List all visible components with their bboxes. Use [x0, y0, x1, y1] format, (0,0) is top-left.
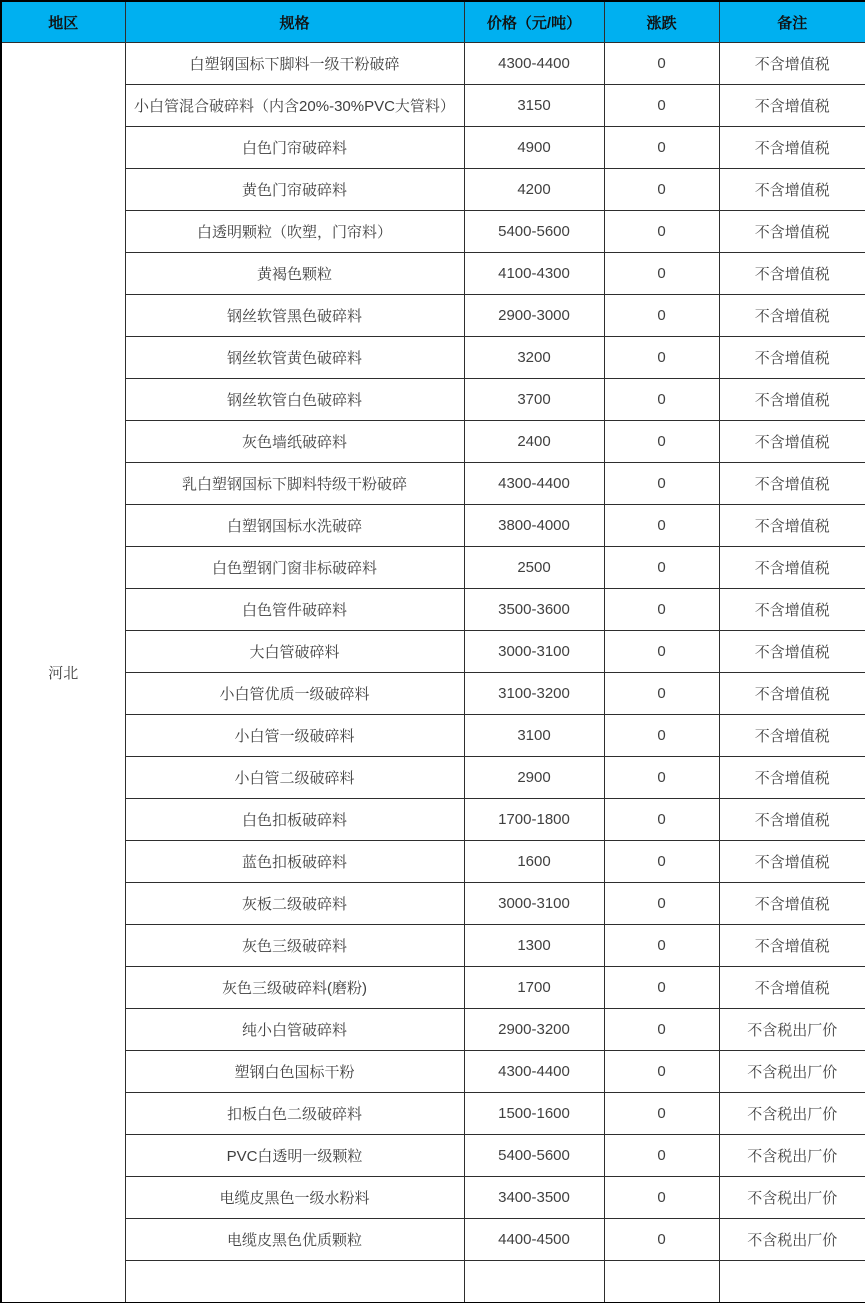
cell-spec: PVC白透明一级颗粒	[125, 1135, 464, 1177]
cell-price: 4300-4400	[464, 1051, 604, 1093]
table-row	[1, 43, 865, 85]
cell-price: 4400-4500	[464, 1219, 604, 1261]
cell-spec: 白色塑钢门窗非标破碎料	[125, 547, 464, 589]
cell-change: 0	[604, 841, 719, 883]
cell-price: 2900-3200	[464, 1009, 604, 1051]
cell-spec: 钢丝软管黑色破碎料	[125, 295, 464, 337]
cell-price: 5400-5600	[464, 211, 604, 253]
cell-note: 不含增值税	[719, 841, 865, 883]
cell-note: 不含增值税	[719, 631, 865, 673]
table-row	[1, 673, 865, 715]
column-header-note: 备注	[719, 1, 865, 43]
cell-spec: 蓝色扣板破碎料	[125, 841, 464, 883]
cell-spec: 灰色三级破碎料(磨粉)	[125, 967, 464, 1009]
table-row	[1, 379, 865, 421]
cell-change: 0	[604, 547, 719, 589]
cell-note: 不含增值税	[719, 337, 865, 379]
cell-note: 不含增值税	[719, 85, 865, 127]
column-header-price: 价格（元/吨）	[464, 1, 604, 43]
column-header-spec: 规格	[125, 1, 464, 43]
cell-note: 不含增值税	[719, 673, 865, 715]
cell-change: 0	[604, 421, 719, 463]
cell-price: 3100	[464, 715, 604, 757]
table-row	[1, 1219, 865, 1261]
cell-note: 不含增值税	[719, 883, 865, 925]
cell-spec: 乳白塑钢国标下脚料特级干粉破碎	[125, 463, 464, 505]
cell-change: 0	[604, 505, 719, 547]
table-row	[1, 799, 865, 841]
cell-price: 4100-4300	[464, 253, 604, 295]
cell-price: 3000-3100	[464, 631, 604, 673]
cell-spec: 小白管二级破碎料	[125, 757, 464, 799]
cell-price: 2500	[464, 547, 604, 589]
cell-change: 0	[604, 883, 719, 925]
cell-note: 不含增值税	[719, 295, 865, 337]
table-row	[1, 547, 865, 589]
cell-price: 2400	[464, 421, 604, 463]
cell-note: 不含增值税	[719, 463, 865, 505]
cell-change: 0	[604, 673, 719, 715]
table-row	[1, 169, 865, 211]
cell-change: 0	[604, 1009, 719, 1051]
cell-price: 2900-3000	[464, 295, 604, 337]
cell-spec: 小白管混合破碎料（内含20%-30%PVC大管料）	[125, 85, 464, 127]
cell-change: 0	[604, 85, 719, 127]
cell-price: 4300-4400	[464, 463, 604, 505]
cell-spec: 小白管优质一级破碎料	[125, 673, 464, 715]
cell-change: 0	[604, 1093, 719, 1135]
table-row	[1, 1009, 865, 1051]
cell-change: 0	[604, 631, 719, 673]
cell-spec: 钢丝软管黄色破碎料	[125, 337, 464, 379]
cell-note: 不含税出厂价	[719, 1135, 865, 1177]
cell-change: 0	[604, 925, 719, 967]
cell-change: 0	[604, 463, 719, 505]
cell-price: 3200	[464, 337, 604, 379]
cell-change: 0	[604, 1051, 719, 1093]
cell-price: 3400-3500	[464, 1177, 604, 1219]
cell-note: 不含税出厂价	[719, 1051, 865, 1093]
table-row	[1, 883, 865, 925]
table-row	[1, 85, 865, 127]
table-row	[1, 1261, 865, 1303]
cell-spec: 白色扣板破碎料	[125, 799, 464, 841]
cell-note	[719, 1261, 865, 1303]
cell-spec: 灰色三级破碎料	[125, 925, 464, 967]
cell-change: 0	[604, 169, 719, 211]
cell-spec: 塑钢白色国标干粉	[125, 1051, 464, 1093]
table-row	[1, 1177, 865, 1219]
table-row	[1, 1051, 865, 1093]
cell-note: 不含增值税	[719, 925, 865, 967]
table-row	[1, 757, 865, 799]
table-row	[1, 589, 865, 631]
cell-price: 3800-4000	[464, 505, 604, 547]
cell-note: 不含税出厂价	[719, 1009, 865, 1051]
cell-note: 不含增值税	[719, 967, 865, 1009]
cell-note: 不含增值税	[719, 799, 865, 841]
cell-change: 0	[604, 715, 719, 757]
cell-change	[604, 1261, 719, 1303]
table-body	[1, 43, 865, 1303]
cell-change: 0	[604, 337, 719, 379]
table-row	[1, 211, 865, 253]
cell-spec	[125, 1261, 464, 1303]
cell-change: 0	[604, 1135, 719, 1177]
table-row	[1, 1135, 865, 1177]
cell-note: 不含增值税	[719, 379, 865, 421]
table-row	[1, 1093, 865, 1135]
table-row	[1, 967, 865, 1009]
cell-price	[464, 1261, 604, 1303]
cell-spec: 电缆皮黑色一级水粉料	[125, 1177, 464, 1219]
column-header-change: 涨跌	[604, 1, 719, 43]
cell-price: 1600	[464, 841, 604, 883]
cell-change: 0	[604, 967, 719, 1009]
cell-spec: 白塑钢国标下脚料一级干粉破碎	[125, 43, 464, 85]
cell-price: 3100-3200	[464, 673, 604, 715]
cell-price: 1300	[464, 925, 604, 967]
cell-price: 1500-1600	[464, 1093, 604, 1135]
cell-price: 3500-3600	[464, 589, 604, 631]
cell-price: 3150	[464, 85, 604, 127]
table-row	[1, 295, 865, 337]
table-row	[1, 631, 865, 673]
cell-change: 0	[604, 757, 719, 799]
cell-price: 5400-5600	[464, 1135, 604, 1177]
cell-spec: 白色管件破碎料	[125, 589, 464, 631]
cell-note: 不含税出厂价	[719, 1093, 865, 1135]
table-row	[1, 505, 865, 547]
region-cell: 河北	[1, 43, 125, 1303]
cell-change: 0	[604, 1219, 719, 1261]
cell-note: 不含增值税	[719, 715, 865, 757]
table-row	[1, 925, 865, 967]
cell-note: 不含税出厂价	[719, 1219, 865, 1261]
cell-spec: 白透明颗粒（吹塑，门帘料）	[125, 211, 464, 253]
cell-price: 4300-4400	[464, 43, 604, 85]
cell-price: 1700-1800	[464, 799, 604, 841]
cell-change: 0	[604, 799, 719, 841]
cell-change: 0	[604, 253, 719, 295]
cell-spec: 纯小白管破碎料	[125, 1009, 464, 1051]
table-row	[1, 715, 865, 757]
cell-spec: 钢丝软管白色破碎料	[125, 379, 464, 421]
cell-note: 不含增值税	[719, 421, 865, 463]
cell-spec: 白色门帘破碎料	[125, 127, 464, 169]
cell-change: 0	[604, 589, 719, 631]
cell-price: 4200	[464, 169, 604, 211]
cell-change: 0	[604, 379, 719, 421]
cell-note: 不含增值税	[719, 127, 865, 169]
cell-spec: 灰板二级破碎料	[125, 883, 464, 925]
cell-note: 不含增值税	[719, 547, 865, 589]
cell-spec: 黄色门帘破碎料	[125, 169, 464, 211]
cell-note: 不含增值税	[719, 253, 865, 295]
cell-price: 4900	[464, 127, 604, 169]
cell-note: 不含增值税	[719, 43, 865, 85]
cell-spec: 灰色墙纸破碎料	[125, 421, 464, 463]
table-row	[1, 253, 865, 295]
cell-spec: 大白管破碎料	[125, 631, 464, 673]
cell-spec: 扣板白色二级破碎料	[125, 1093, 464, 1135]
cell-change: 0	[604, 295, 719, 337]
cell-price: 3000-3100	[464, 883, 604, 925]
cell-spec: 小白管一级破碎料	[125, 715, 464, 757]
cell-note: 不含增值税	[719, 169, 865, 211]
cell-spec: 白塑钢国标水洗破碎	[125, 505, 464, 547]
cell-change: 0	[604, 43, 719, 85]
cell-spec: 黄褐色颗粒	[125, 253, 464, 295]
cell-price: 3700	[464, 379, 604, 421]
cell-change: 0	[604, 211, 719, 253]
cell-price: 2900	[464, 757, 604, 799]
cell-change: 0	[604, 1177, 719, 1219]
cell-price: 1700	[464, 967, 604, 1009]
table-row	[1, 337, 865, 379]
column-header-region: 地区	[1, 1, 125, 43]
cell-note: 不含增值税	[719, 757, 865, 799]
cell-note: 不含增值税	[719, 589, 865, 631]
cell-change: 0	[604, 127, 719, 169]
table-row	[1, 841, 865, 883]
header-row	[1, 1, 865, 43]
cell-note: 不含税出厂价	[719, 1177, 865, 1219]
cell-note: 不含增值税	[719, 505, 865, 547]
table-row	[1, 463, 865, 505]
table-row	[1, 127, 865, 169]
cell-spec: 电缆皮黑色优质颗粒	[125, 1219, 464, 1261]
table-row	[1, 421, 865, 463]
cell-note: 不含增值税	[719, 211, 865, 253]
